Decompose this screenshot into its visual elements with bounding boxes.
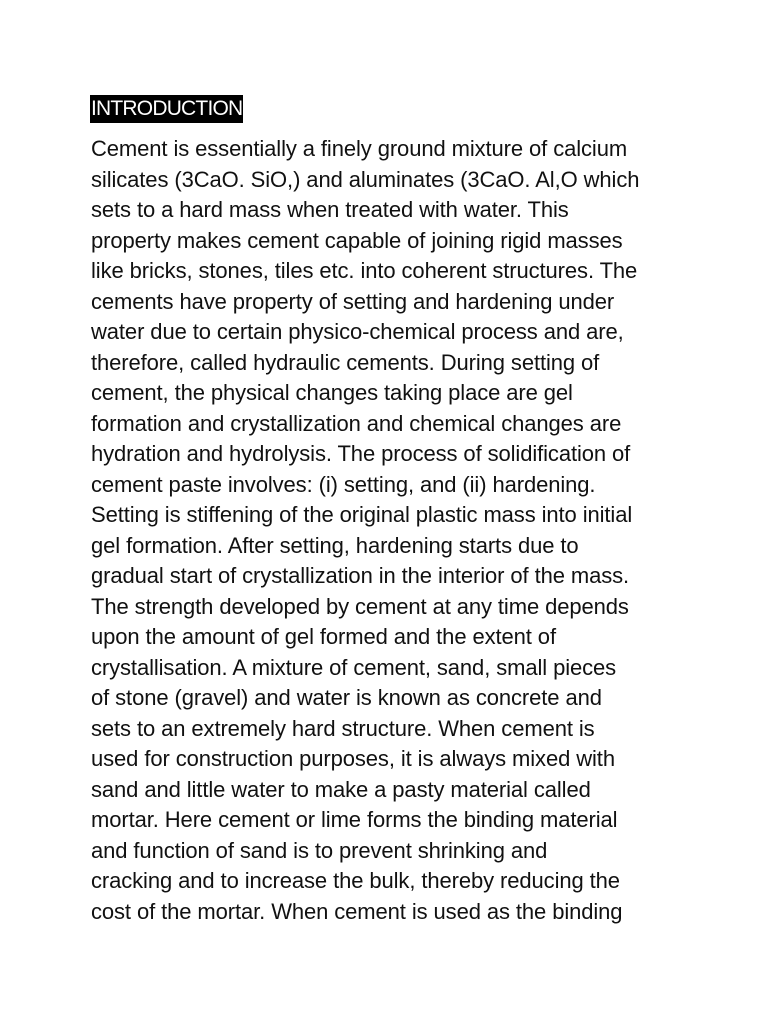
text-line: mortar. Here cement or lime forms the binding material: [91, 807, 618, 832]
text-line: water due to certain physico-chemical process and are,: [91, 319, 624, 344]
text-line: Setting is stiffening of the original plastic mass into initial: [91, 502, 633, 527]
text-line: upon the amount of gel formed and the extent of: [91, 624, 556, 649]
text-line: hydration and hydrolysis. The process of solidification of: [91, 441, 631, 466]
text-line: cracking and to increase the bulk, thereby reducing the: [91, 868, 620, 893]
section-heading: INTRODUCTION: [90, 95, 243, 123]
text-line: property makes cement capable of joining rigid masses: [91, 227, 623, 253]
text-line: used for construction purposes, it is always mixed with: [91, 746, 615, 771]
text-line: gradual start of crystallization in the interior of the mass.: [91, 563, 630, 588]
text-line: Cement is essentially a finely ground mixture of calcium: [91, 136, 628, 161]
text-line: sets to an extremely hard structure. When cement is: [91, 715, 595, 741]
text-line: therefore, called hydraulic cements. During setting of: [91, 349, 600, 375]
text-line: The strength developed by cement at any time depends: [91, 593, 629, 619]
text-line: crystallisation. A mixture of cement, sand, small pieces: [91, 654, 617, 680]
text-line: sets to a hard mass when treated with water. This: [91, 197, 569, 222]
text-line: cement, the physical changes taking place are gel: [91, 380, 573, 405]
text-line: and function of sand is to prevent shrinking and: [91, 837, 548, 863]
text-line: gel formation. After setting, hardening starts due to: [91, 532, 579, 558]
text-line: sand and little water to make a pasty material called: [91, 776, 591, 802]
text-line: cements have property of setting and hardening under: [91, 288, 615, 314]
text-line: like bricks, stones, tiles etc. into coherent structures. The: [91, 258, 638, 283]
text-line: cost of the mortar. When cement is used as the binding: [91, 898, 623, 924]
body-paragraph: [91, 134, 691, 927]
text-line: silicates (3CaO. SiO,) and aluminates (3CaO. Al,O which: [91, 166, 640, 192]
text-line: cement paste involves: (i) setting, and (ii) hardening.: [91, 471, 596, 497]
text-line: formation and crystallization and chemical changes are: [91, 410, 622, 436]
text-line: of stone (gravel) and water is known as concrete and: [91, 685, 602, 710]
